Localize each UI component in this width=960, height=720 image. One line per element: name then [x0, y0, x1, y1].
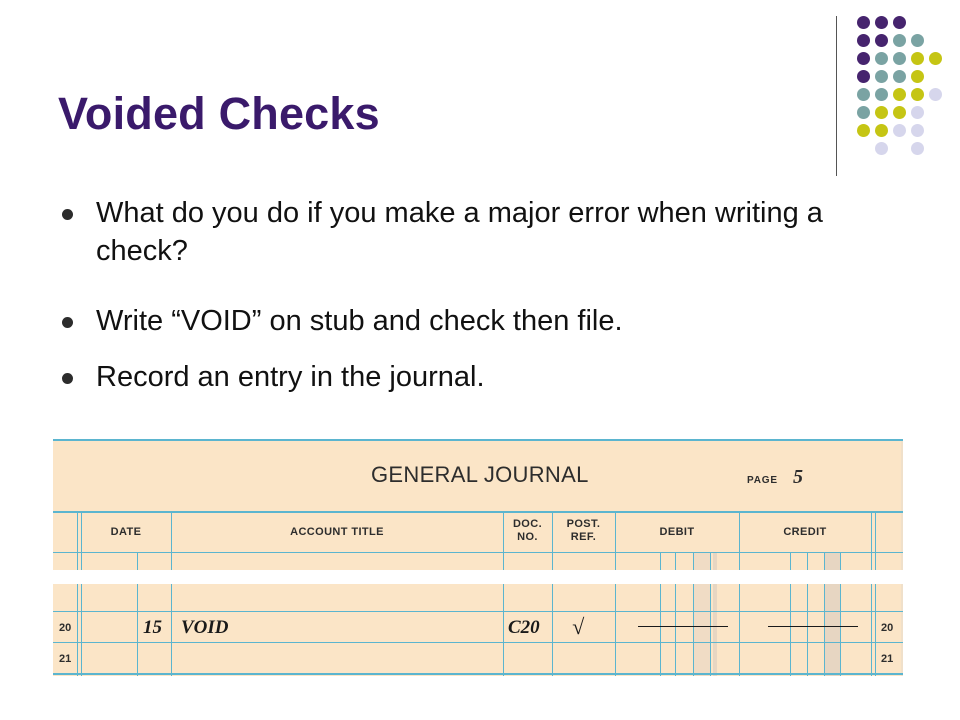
slide-title: Voided Checks [58, 88, 380, 139]
header-date: DATE [110, 526, 142, 538]
rule-line [53, 642, 903, 643]
page-label: PAGE [747, 475, 778, 486]
decorative-dot [911, 124, 924, 137]
bullet-marker [62, 317, 73, 328]
decorative-dot [875, 52, 888, 65]
decorative-dot [893, 34, 906, 47]
decorative-dot [875, 142, 888, 155]
decorative-dot [911, 52, 924, 65]
debit-dash [638, 626, 728, 627]
decorative-dot [875, 34, 888, 47]
decorative-dot [857, 16, 870, 29]
header-credit: CREDIT [783, 526, 827, 538]
decorative-dot [875, 16, 888, 29]
entry-account: VOID [181, 617, 229, 638]
rule-line [53, 439, 903, 441]
header-post-ref [552, 518, 615, 544]
page-number: 5 [793, 466, 803, 488]
column-rule [871, 511, 872, 676]
decorative-dot [875, 124, 888, 137]
row-number-left: 20 [59, 622, 72, 634]
rule-line [53, 673, 903, 675]
decorative-dot [857, 88, 870, 101]
header-post-ref-line2: REF. [570, 531, 597, 543]
decorative-dot [857, 106, 870, 119]
column-rule [77, 511, 78, 676]
decorative-dot [857, 124, 870, 137]
rule-line [53, 611, 903, 612]
decorative-dot [911, 106, 924, 119]
header-doc-no [503, 518, 552, 544]
decorative-divider [836, 16, 837, 176]
decorative-dot [911, 142, 924, 155]
entry-post-ref: √ [572, 614, 585, 639]
journal-title: GENERAL JOURNAL [371, 462, 589, 487]
decorative-dot [857, 52, 870, 65]
decorative-dot [893, 16, 906, 29]
entry-doc-no: C20 [508, 617, 540, 638]
journal-cutout [53, 570, 903, 584]
entry-day: 15 [143, 617, 162, 638]
header-debit: DEBIT [659, 526, 695, 538]
decorative-dot [911, 88, 924, 101]
header-post-ref-line1: POST. [566, 518, 601, 530]
header-doc-no-line1: DOC. [512, 518, 543, 530]
bullet-text: Write “VOID” on stub and check then file. [96, 305, 623, 337]
rule-line [53, 552, 903, 553]
row-number-right: 20 [881, 622, 894, 634]
decorative-dot [893, 70, 906, 83]
decorative-dot [929, 88, 942, 101]
bullet-marker [62, 209, 73, 220]
bullet-text: Record an entry in the journal. [96, 361, 485, 393]
decorative-dot [875, 70, 888, 83]
decorative-dot [893, 124, 906, 137]
decorative-dot [911, 70, 924, 83]
rule-line [53, 511, 903, 513]
decorative-dot [893, 52, 906, 65]
row-number-left: 21 [59, 653, 72, 665]
decorative-dot [911, 34, 924, 47]
row-number-right: 21 [881, 653, 894, 665]
header-doc-no-line2: NO. [517, 531, 538, 543]
decorative-dot [893, 88, 906, 101]
credit-dash [768, 626, 858, 627]
decorative-dot [857, 34, 870, 47]
decorative-dot [857, 70, 870, 83]
general-journal [53, 439, 903, 676]
column-rule [875, 511, 876, 676]
bullet-marker [62, 373, 73, 384]
bullet-text: What do you do if you make a major error when writing a check? [96, 197, 823, 267]
decorative-dot [875, 106, 888, 119]
decorative-dot [893, 106, 906, 119]
decorative-dot [929, 52, 942, 65]
header-account-title: ACCOUNT TITLE [290, 526, 384, 538]
decorative-dot [875, 88, 888, 101]
